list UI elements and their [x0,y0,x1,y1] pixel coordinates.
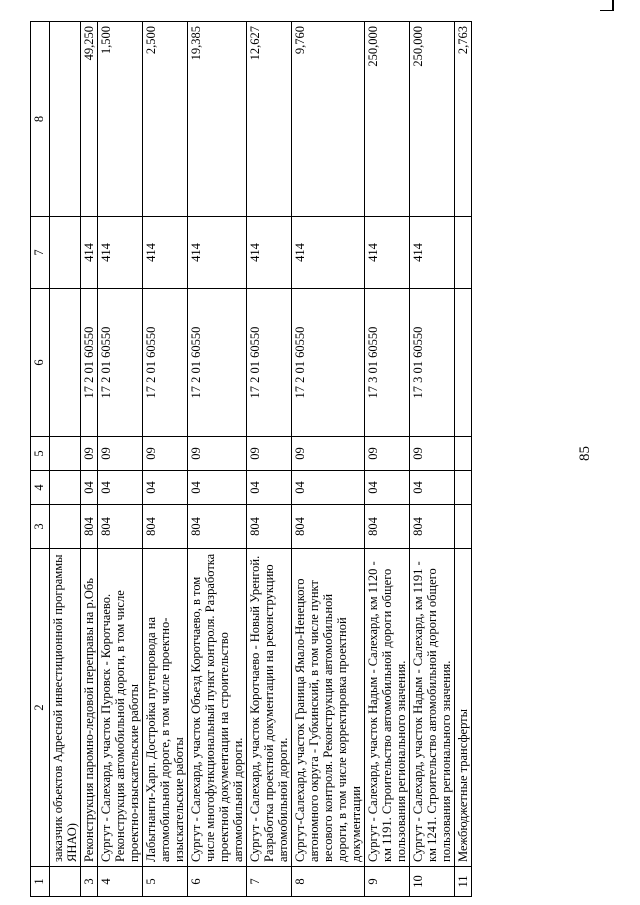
cell-col-3: 804 [365,505,410,549]
cell-col-6 [50,289,81,437]
cell-col-4: 04 [81,471,98,505]
row-number [50,867,81,897]
cell-col-8: 9,760 [292,22,365,217]
cell-col-7 [50,217,81,289]
table-row [188,22,247,897]
table-row [292,22,365,897]
table-header-row [31,22,50,897]
row-number: 4 [98,867,143,897]
table-row [50,22,81,897]
header-col-5: 5 [31,437,50,471]
row-description: Лабытнанги-Харп. Достройка путепровода на автомобильной дороге, в том числе проектно-изыскательские работы [143,549,188,867]
cell-col-8: 2,500 [143,22,188,217]
cell-col-5: 09 [81,437,98,471]
cell-col-6: 17 2 01 60550 [98,289,143,437]
cell-col-4: 04 [365,471,410,505]
cell-col-6: 17 2 01 60550 [188,289,247,437]
cell-col-4: 04 [98,471,143,505]
cell-col-5: 09 [98,437,143,471]
cell-col-7: 414 [292,217,365,289]
table-row [410,22,455,897]
row-number: 3 [81,867,98,897]
cell-col-4: 04 [143,471,188,505]
cell-col-6: 17 3 01 60550 [365,289,410,437]
row-description: Сургут-Салехард, участок Граница Ямало-Ненецкого автономного округа - Губкинский, в том числе пункт весового контроля. Реконструкция автомобильной дороги, в том числе корректировка проектной документации [292,549,365,867]
row-number: 5 [143,867,188,897]
cell-col-4: 04 [188,471,247,505]
row-description: Межбюджетные трансферты [455,549,472,867]
table-row [247,22,292,897]
cell-col-7: 414 [365,217,410,289]
header-col-4: 4 [31,471,50,505]
cell-col-7: 414 [98,217,143,289]
cell-col-6: 17 2 01 60550 [292,289,365,437]
cell-col-3 [455,505,472,549]
budget-table [30,21,472,897]
cell-col-7: 414 [188,217,247,289]
row-description: Сургут - Салехард, участок Коротчаево - Новый Уренгой. Разработка проектной документации на реконструкцию автомобильной дороги. [247,549,292,867]
cell-col-4: 04 [292,471,365,505]
cell-col-3: 804 [410,505,455,549]
table-row [365,22,410,897]
cell-col-7: 414 [247,217,292,289]
table-row [98,22,143,897]
cell-col-6: 17 3 01 60550 [410,289,455,437]
cell-col-7 [455,217,472,289]
cell-col-8: 2,763 [455,22,472,217]
header-col-3: 3 [31,505,50,549]
cell-col-5: 09 [143,437,188,471]
row-number: 10 [410,867,455,897]
cell-col-6 [455,289,472,437]
cell-col-5: 09 [292,437,365,471]
row-number: 6 [188,867,247,897]
header-col-2: 2 [31,549,50,867]
cell-col-3: 804 [247,505,292,549]
cell-col-7: 414 [410,217,455,289]
cell-col-4: 04 [410,471,455,505]
cell-col-3: 804 [188,505,247,549]
cell-col-5: 09 [247,437,292,471]
table-row [81,22,98,897]
header-col-8: 8 [31,22,50,217]
cell-col-8 [50,22,81,217]
row-number: 7 [247,867,292,897]
page-number: 85 [577,446,593,461]
cell-col-5 [50,437,81,471]
cell-col-4 [50,471,81,505]
cell-col-8: 1,500 [98,22,143,217]
cell-col-6: 17 2 01 60550 [81,289,98,437]
cell-col-5 [455,437,472,471]
cell-col-8: 49,250 [81,22,98,217]
table-row [455,22,472,897]
cell-col-6: 17 2 01 60550 [247,289,292,437]
cell-col-6: 17 2 01 60550 [143,289,188,437]
cell-col-7: 414 [81,217,98,289]
cell-col-5: 09 [188,437,247,471]
header-col-7: 7 [31,217,50,289]
cell-col-8: 12,627 [247,22,292,217]
corner-scan-mark [600,0,614,11]
cell-col-5: 09 [365,437,410,471]
cell-col-7: 414 [143,217,188,289]
cell-col-3: 804 [81,505,98,549]
cell-col-8: 19,385 [188,22,247,217]
cell-col-5: 09 [410,437,455,471]
cell-col-3: 804 [143,505,188,549]
row-number: 9 [365,867,410,897]
header-col-1: 1 [31,867,50,897]
row-description: заказчик объектов Адресной инвестиционной программы ЯНАО) [50,549,81,867]
row-description: Сургут - Салехард, участок Объезд Коротчаево, в том числе многофункциональный пункт контроля. Разработка проектной документации на строительство автомобильной дороги. [188,549,247,867]
cell-col-3: 804 [98,505,143,549]
table-row [143,22,188,897]
cell-col-8: 250,000 [410,22,455,217]
row-number: 11 [455,867,472,897]
cell-col-3 [50,505,81,549]
row-description: Реконструкция паромно-ледовой переправы на р.Обь [81,549,98,867]
row-description: Сургут - Салехард, участок Надым - Салехард, км 1191 - км 1241. Строительство автомобильной дороги общего пользования регионального значения. [410,549,455,867]
row-description: Сургут - Салехард, участок Пуровск - Коротчаево. Реконструкция автомобильной дороги, в том числе проектно-изыскательские работы [98,549,143,867]
cell-col-3: 804 [292,505,365,549]
cell-col-4: 04 [247,471,292,505]
row-description: Сургут - Салехард, участок Надым - Салехард, км 1120 - км 1191. Строительство автомобильной дороги общего пользования регионального значения. [365,549,410,867]
cell-col-8: 250,000 [365,22,410,217]
cell-col-4 [455,471,472,505]
header-col-6: 6 [31,289,50,437]
row-number: 8 [292,867,365,897]
